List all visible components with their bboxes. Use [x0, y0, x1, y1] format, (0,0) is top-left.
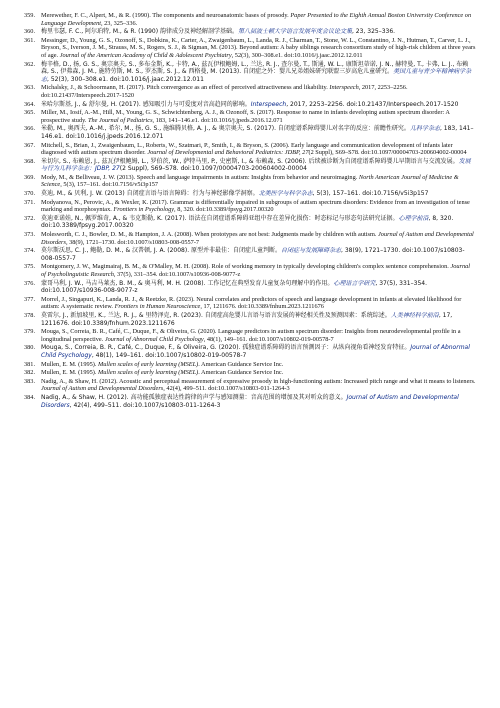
reference-entry: [24, 369, 476, 377]
reference-source: Interspeech: [329, 84, 359, 92]
reference-entry: [24, 101, 476, 109]
reference-details: , 183, 141–146.e1. doi:10.1016/j.jpeds.2016.12.071: [152, 116, 283, 124]
reference-number: 379.: [24, 328, 36, 336]
reference-number: 364.: [24, 100, 36, 108]
reference-number: 373.: [24, 231, 36, 239]
reference-authors-title: Miller, M., Iosif, A.-M., Hill, M., Young, G. S., Schwichtenberg, A. J., & Ozonoff, S. (2017). Response to name in infants developing autism spectrum disorder: A prospective study.: [41, 109, 450, 124]
reference-details: (2 Suppl), S69–S78. doi:10.1097/00004703-200604002-00004: [119, 165, 307, 173]
reference-text: [41, 174, 476, 189]
reference-entry: [24, 142, 476, 157]
reference-details: , 37(5), 331–354. doi:10.1007/s10936-008-9077-z: [113, 271, 241, 278]
reference-details: , 8, 320. doi:10.3389/fpsyg.2017.00320: [174, 206, 274, 214]
reference-source: Journal of Autism and Developmental Disorders: [41, 385, 164, 393]
reference-source: Frontiers in Psychology: [113, 206, 175, 214]
reference-text: [41, 394, 476, 409]
reference-number: 361.: [24, 36, 36, 44]
reference-details: , 37(5), 331–354. doi:10.1007/s10936-008-9077-z: [41, 279, 427, 295]
reference-number: 371.: [24, 198, 36, 206]
reference-number: 381.: [24, 360, 36, 368]
reference-source: North American Journal of Medicine & Science: [41, 173, 459, 189]
reference-details: , 2017, 2253–2256. doi:10.21437/Interspeech.2017-1520: [286, 100, 459, 108]
reference-details: , 48(1), 149–161. doi:10.1007/s10802-019-00578-7: [91, 351, 247, 359]
reference-list: [24, 12, 476, 410]
reference-authors-title: 莫迪, M., & 贝利, J. W. (2013) 自闭症言语与语言障碍：行为与神经影像学洞察。: [41, 190, 259, 198]
reference-entry: [24, 344, 476, 359]
reference-text: [41, 369, 476, 377]
reference-text: [41, 101, 476, 109]
reference-source: 自闭症与发展障碍杂志: [281, 247, 342, 255]
reference-details: , 48(1), 149–161. doi:10.1007/s10802-019-00578-7: [203, 335, 334, 343]
reference-text: [41, 158, 476, 173]
reference-details: , 8, 320. doi:10.3389/fpsyg.2017.00320: [41, 214, 454, 230]
reference-authors-title: 蒙哥马利, J. W., 马吉马莱杰, B. M., & 奥马利, M. H. (2008). 工作记忆在典型发育儿童复杂句理解中的作用。: [41, 279, 334, 287]
reference-source: Paper Presented to the Eighth Annual Boston University Conference on Language Development: [41, 12, 472, 27]
reference-entry: [24, 328, 476, 343]
reference-authors-title: 梅辛格, D., 扬, G. S., 奥宗奥夫, S., 多布金斯, K., 卡特, A., 兹瓦伊根鲍姆, L., 兰达, R. J., 查尔曼, T., 斯通, W. L., 康斯坦蒂诺, J. N., 赫特曼, T., 卡弗, L. J., 布赖森, S., 伊弗森, J. M., 施特劳斯, M. S., 罗杰斯, S. J., & 西格曼, M. (2013). 自闭症之外：婴儿兄弟姐妹研究联盟三岁高危儿童研究。: [41, 60, 469, 76]
reference-authors-title: Nadig, A., & Shaw, H. (2012). Acoustic and perceptual measurement of expressive prosody in high-functioning autism: Increased pitch range and what it means to listeners.: [41, 377, 476, 385]
reference-text: [41, 28, 476, 36]
reference-details: , 42(4), 499–511. doi:10.1007/s10803-011-1264-3: [163, 385, 290, 393]
reference-entry: [24, 12, 476, 27]
reference-text: [41, 361, 476, 369]
reference-number: 377.: [24, 295, 36, 303]
reference-text: [41, 280, 476, 295]
reference-authors-title: 梅里韦瑟, F. C., 阿尔珀特, M., & R. (1990) 韵律成分及神经解剖学基础。: [41, 28, 238, 36]
reference-authors-title: Mullen, E. M. (1995).: [41, 369, 99, 377]
reference-text: [41, 312, 476, 327]
reference-entry: [24, 199, 476, 214]
reference-authors-title: Merewether, F. C., Alpert, M., & R. (1990). The components and neuroanatomic bases of prosody.: [41, 12, 291, 19]
reference-source: Journal of Developmental and Behavioral Pediatrics: JDBP, 27: [147, 149, 309, 157]
reference-authors-title: Morrel, J., Singapuri, K., Landa, R. J., & Reetzke, R. (2023). Neural correlates and predictors of speech and language development in infants at elevated likelihood for autism: A systematic review.: [41, 295, 462, 311]
reference-number: 384.: [24, 393, 36, 401]
reference-text: [41, 344, 476, 359]
reference-entry: [24, 378, 476, 393]
reference-entry: [24, 215, 476, 230]
reference-text: [41, 142, 476, 157]
reference-source: The Journal of Pediatrics: [87, 116, 153, 124]
reference-authors-title: Mody, M., & Belliveau, J. W. (2013). Speech and language impairments in autism: Insights from behavior and neuroimaging.: [41, 173, 359, 181]
reference-entry: [24, 361, 476, 369]
reference-details: , 23, 325–336.: [351, 28, 396, 36]
reference-number: 363.: [24, 84, 36, 92]
reference-authors-title: Nadig, A., & Shaw, H. (2012). 高功能孤独症表达性韵律的声学与感知测量：音高范围的增加及其对听众的意义。: [41, 393, 347, 401]
reference-number: 368.: [24, 157, 36, 165]
reference-details: , 2017, 2253–2256. doi:10.21437/Interspeech.2017-1520: [41, 84, 408, 99]
reference-authors-title: 米切尔, S., 布赖恩, J., 兹瓦伊根鲍姆, L., 罗伯茨, W., 萨特马里, P., 史密斯, I., & 布赖森, S. (2006). 后续被诊断为自闭症谱系障碍婴儿早期语言与交流发展。: [41, 157, 459, 165]
reference-details: (2 Suppl), S69–S78. doi:10.1097/00004703-200604002-00004: [308, 149, 467, 157]
reference-source: Journal of Abnormal Child Psychology: [104, 335, 204, 343]
reference-source: Journal of Abnormal Child Psychology: [41, 344, 470, 359]
reference-authors-title: Michalsky, J., & Schoormann, H. (2017). Pitch convergence as an effect of perceived attractiveness and likability.: [41, 84, 330, 92]
reference-number: 378.: [24, 311, 36, 319]
reference-entry: [24, 263, 476, 278]
reference-source: Journal of the American Academy of Child & Adolescent Psychiatry: [59, 51, 232, 59]
reference-authors-title: Mullen, E. M. (1995).: [41, 360, 99, 368]
reference-source: 儿科学杂志: [409, 125, 440, 133]
reference-source: Journal of Autism and Developmental Disorders: [41, 393, 459, 409]
reference-text: [41, 215, 476, 230]
reference-number: 375.: [24, 263, 36, 271]
reference-number: 376.: [24, 279, 36, 287]
reference-details: , 5(3), 157–161. doi:10.7156/v5i3p157: [312, 190, 429, 198]
reference-authors-title: Mouga, S., Correia, B. R., Café, C., Duque, F., & Oliveira, G. (2020). 孤独症谱系障碍的语言预测因子：从纵向视角看神经发育特征。: [41, 344, 411, 352]
reference-authors-title: Modyanova, N., Perovic, A., & Wexler, K. (2017). Grammar is differentially impaired in subgroups of autism spectrum disorders: Evidence from an investigation of tense marking and morphosyntax.: [41, 198, 470, 214]
reference-entry: [24, 247, 476, 262]
reference-number: 367.: [24, 141, 36, 149]
reference-source: Interspeech: [250, 100, 287, 108]
reference-entry: [24, 109, 476, 124]
reference-authors-title: 米哈尔斯基, J., & 舒尔曼, H. (2017). 感知吸引力与可爱度对音高趋同的影响。: [41, 100, 251, 108]
reference-authors-title: 莫迪亚诺娃, N., 佩罗维奇, A., & 韦克斯勒, K. (2017). 语法在自闭症谱系障碍亚组中存在差异化损伤：时态标记与形态句法研究证据。: [41, 214, 399, 222]
reference-authors-title: 莫雷尔, J., 新加坡里, K., 兰达, R. J., & 里特泽克, R. (2023). 自闭症高危婴儿言语与语言发展的神经相关性及预测因素：系统综述。: [41, 311, 391, 319]
reference-details: , 23, 325–336.: [100, 19, 138, 27]
reference-source: 人类神经科学前沿: [390, 311, 439, 319]
reference-entry: [24, 394, 476, 409]
reference-text: [41, 12, 476, 27]
reference-entry: [24, 125, 476, 140]
reference-details: , 183, 141–146.e1. doi:10.1016/j.jpeds.2016.12.071: [41, 125, 474, 140]
reference-text: [41, 125, 476, 140]
reference-source: 心理语言学研究: [333, 279, 376, 287]
reference-authors-title: Molesworth, C. J., Bowler, D. M., & Hampton, J. A. (2008). When prototypes are not best: Judgments made by children with autism.: [41, 231, 378, 239]
reference-authors-title: 莫尔斯沃思, C. J., 鲍勒, D. M., & 汉普顿, J. A. (2008). 原型并非最佳：自闭症儿童判断。: [41, 247, 282, 255]
reference-number: 370.: [24, 190, 36, 198]
reference-text: [41, 247, 476, 262]
reference-details: . American Guidance Service Inc.: [198, 369, 284, 377]
reference-source: Frontiers in Human Neuroscience: [114, 303, 201, 311]
reference-source: Journal of Autism and Developmental Disorders: [41, 231, 474, 246]
reference-details: , 38(9), 1721–1730. doi:10.1007/s10803-008-0557-7: [65, 238, 200, 246]
reference-text: [41, 190, 476, 198]
reference-text: [41, 328, 476, 343]
reference-number: 369.: [24, 173, 36, 181]
reference-number: 372.: [24, 214, 36, 222]
reference-text: [41, 296, 476, 311]
reference-text: [41, 263, 476, 278]
reference-source: 美国儿童与青少年精神病学杂志: [41, 68, 472, 83]
reference-number: 359.: [24, 12, 36, 19]
reference-authors-title: Messinger, D., Young, G. S., Ozonoff, S., Dobkins, K., Carter, A., Zwaigenbaum, L., Landa, R. J., Charman, T., Stone, W. L., Constantino, J. N., Hutman, T., Carver, L. J., Bryson, S., Iverson, J. M., Strauss, M. S., Rogers, S. J., & Sigman, M. (2013). Beyond autism: A baby siblings research consortium study of high-risk children at three years of age.: [41, 36, 476, 59]
reference-entry: [24, 84, 476, 99]
reference-text: [41, 37, 476, 60]
reference-entry: [24, 231, 476, 246]
reference-source: 北美医学与科学杂志: [258, 190, 313, 198]
reference-source: Journal of Psycholinguistic Research: [41, 263, 471, 278]
reference-entry: [24, 37, 476, 60]
reference-entry: [24, 190, 476, 198]
reference-text: [41, 84, 476, 99]
reference-number: 360.: [24, 28, 36, 36]
reference-source: Mullen scales of early learning (MSEL): [98, 360, 199, 368]
reference-text: [41, 378, 476, 393]
reference-details: , 17, 1211676. doi:10.3389/fnhum.2023.1211676: [41, 311, 453, 327]
reference-entry: [24, 280, 476, 295]
reference-source: 心理学前沿: [398, 214, 429, 222]
reference-entry: [24, 296, 476, 311]
reference-details: , 52(3), 300–308.e1. doi:10.1016/j.jaac.2012.12.011: [47, 75, 204, 83]
reference-entry: [24, 158, 476, 173]
reference-text: [41, 61, 476, 84]
reference-source: 第八届波士顿大学语言发展年度会议论文集: [237, 28, 352, 36]
reference-number: 366.: [24, 125, 36, 133]
reference-text: [41, 199, 476, 214]
reference-details: , 5(3), 157–161. doi:10.7156/v5i3p157: [60, 181, 159, 189]
reference-number: 365.: [24, 109, 36, 117]
reference-details: , 17, 1211676. doi:10.3389/fnhum.2023.1211676: [200, 303, 324, 311]
reference-details: , 52(3), 300–308.e1. doi:10.1016/j.jaac.2012.12.011: [231, 51, 363, 59]
reference-entry: [24, 312, 476, 327]
reference-authors-title: Mouga, S., Correia, B. R., Café, C., Duque, F., & Oliveira, G. (2020). Language predictors in autism spectrum disorder: Insights from neurodevelopmental profile in a longitudinal perspective.: [41, 328, 461, 343]
reference-entry: [24, 61, 476, 84]
reference-entry: [24, 28, 476, 36]
reference-source: Mullen scales of early learning (MSEL): [98, 369, 199, 377]
reference-authors-title: 米勒, M., 奥西夫, A.-M., 希尔, M., 扬, G. S., 施维腾贝格, A. J., & 奥宗奥夫, S. (2017). 自闭症谱系障碍婴儿对名字的反应：前瞻性研究。: [41, 125, 410, 133]
reference-details: , 38(9), 1721–1730. doi:10.1007/s10803-008-0557-7: [41, 247, 465, 262]
reference-number: 380.: [24, 344, 36, 352]
reference-authors-title: Mitchell, S., Brian, J., Zwaigenbaum, L., Roberts, W., Szatmari, P., Smith, I., & Bryson, S. (2006). Early language and communication development of infants later diagnosed with autism spectrum disorder.: [41, 141, 453, 157]
reference-number: 382.: [24, 369, 36, 377]
reference-entry: [24, 174, 476, 189]
reference-number: 383.: [24, 377, 36, 385]
reference-text: [41, 109, 476, 124]
reference-number: 374.: [24, 247, 36, 255]
reference-source: 发展与行为儿科学杂志：JDBP, 27: [41, 157, 471, 173]
reference-text: [41, 231, 476, 246]
reference-details: . American Guidance Service Inc.: [198, 360, 284, 368]
reference-details: , 42(4), 499–511. doi:10.1007/s10803-011-1264-3: [69, 401, 221, 409]
reference-number: 362.: [24, 60, 36, 68]
reference-authors-title: Montgomery, J. W., Magimairaj, B. M., & O'Malley, M. H. (2008). Role of working memory in typically developing children's complex sentence comprehension.: [41, 263, 451, 271]
